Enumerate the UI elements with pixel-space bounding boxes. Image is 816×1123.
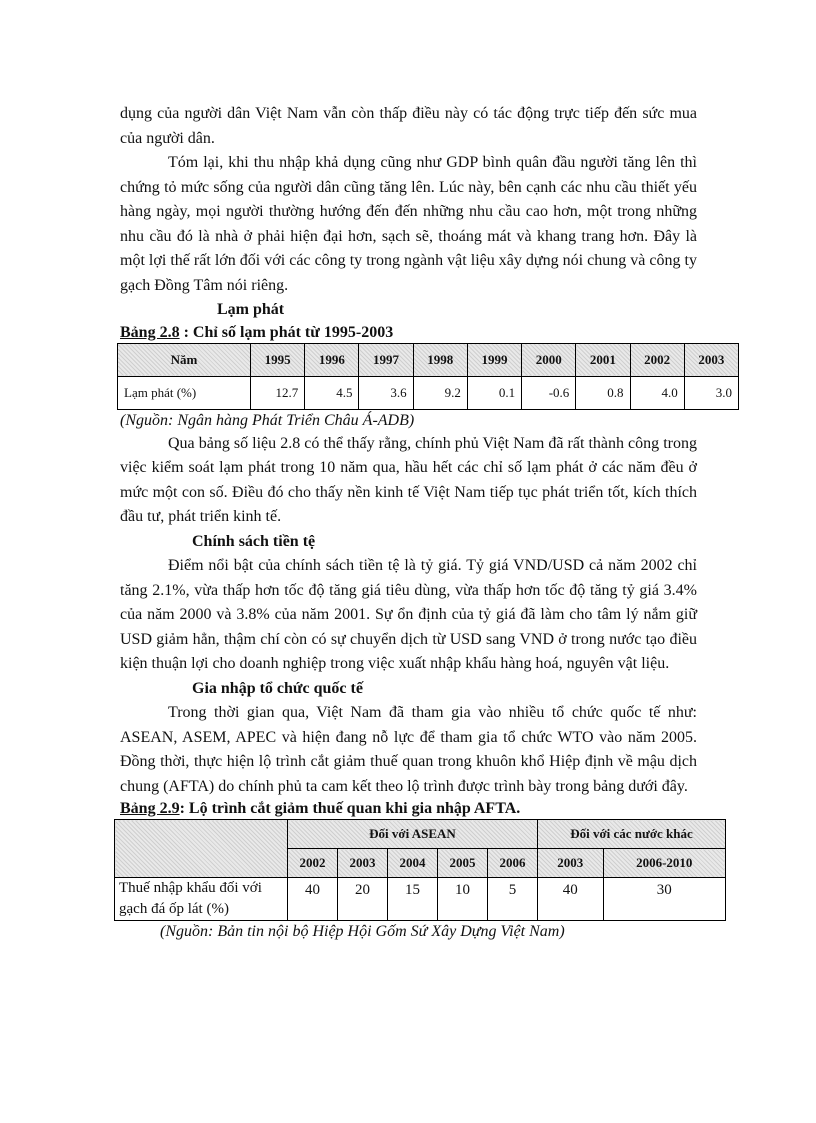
paragraph-1: dụng của người dân Việt Nam vẫn còn thấp điều này có tác động trực tiếp đến sức mua của người dân. — [120, 105, 697, 147]
heading-gia-nhap: Gia nhập tổ chức quốc tế — [192, 679, 363, 697]
paragraph-5: Trong thời gian qua, Việt Nam đã tham gia vào nhiều tổ chức quốc tế như: ASEAN, ASEM, APEC và hiện đang nỗ lực để tham gia tổ chức WTO vào năm 2005. Đồng thời, thực hiện lộ trình cắt giảm thuế quan trong khuôn khổ Hiệp định về mậu dịch chung (AFTA) do chính phủ ta cam kết theo lộ trình được trình bày trong bảng dưới đây. — [120, 704, 697, 795]
year-cell: 2002 — [630, 343, 684, 376]
table-2-9-caption — [120, 799, 697, 819]
tariff-year: 2006-2010 — [603, 849, 725, 878]
tariff-group-asean: Đối với ASEAN — [288, 820, 538, 849]
table-2-8-caption — [120, 323, 697, 343]
year-cell: 1998 — [413, 343, 467, 376]
inflation-value-row — [118, 376, 739, 409]
table-2-8-label: Bảng 2.8 — [120, 323, 180, 341]
paragraph-3: Qua bảng số liệu 2.8 có thể thấy rằng, chính phủ Việt Nam đã rất thành công trong việc kiểm soát lạm phát trong 10 năm qua, hầu hết các chỉ số lạm phát ở các năm đều ở mức một con số. Điều đó cho thấy nền kinh tế Việt Nam tiếp tục phát triển tốt, kích thích đầu tư, phát triển kinh tế. — [120, 434, 697, 525]
year-cell: 1999 — [467, 343, 521, 376]
heading-lam-phat: Lạm phát — [217, 301, 285, 318]
inflation-value: 12.7 — [251, 376, 305, 409]
inflation-value: -0.6 — [522, 376, 576, 409]
tariff-year: 2003 — [338, 849, 388, 878]
inflation-value: 3.6 — [359, 376, 413, 409]
tariff-value: 40 — [538, 878, 604, 921]
tariff-year: 2003 — [538, 849, 604, 878]
year-cell: 2000 — [522, 343, 576, 376]
paragraph-4: Điểm nổi bật của chính sách tiền tệ là tỷ giá. Tỷ giá VND/USD cả năm 2002 chỉ tăng 2.1%, vừa thấp hơn tốc độ tăng giá tiêu dùng, vừa thấp hơn tốc độ tăng tỷ giá 3.4% của năm 2000 và 3.8% của năm 2001. Sự ổn định của tỷ giá đã làm cho tâm lý nắm giữ USD giảm hẳn, thậm chí còn có sự chuyển dịch từ USD sang VND ở trong nước tạo điều kiện thuận lợi cho doanh nghiệp trong việc xuất nhập khẩu hàng hoá, nguyên vật liệu. — [120, 557, 697, 672]
tariff-row-label: Thuế nhập khẩu đối với gạch đá ốp lát (%) — [115, 878, 288, 921]
tariff-value-row — [115, 878, 726, 921]
table-2-8-title: : Chỉ số lạm phát từ 1995-2003 — [179, 323, 394, 341]
inflation-row-label: Lạm phát (%) — [118, 376, 251, 409]
paragraph-2: Tóm lại, khi thu nhập khả dụng cũng như GDP bình quân đầu người tăng lên thì chứng tỏ mức sống của người dân cũng tăng lên. Lúc này, bên cạnh các nhu cầu thiết yếu hàng ngày, mọi người thường hướng đến đến những nhu cầu cao hơn, một trong những nhu cầu đó là nhà ở phải hiện đại hơn, sạch sẽ, thoáng mát và khang trang hơn. Đây là một lợi thế rất lớn đối với các công ty trong ngành vật liệu xây dựng nói chung và công ty gạch Đồng Tâm nói riêng. — [120, 154, 697, 294]
inflation-value: 9.2 — [413, 376, 467, 409]
tariff-year: 2005 — [438, 849, 488, 878]
heading-chinh-sach-tien-te: Chính sách tiền tệ — [192, 532, 316, 550]
tariff-value: 20 — [338, 878, 388, 921]
tariff-table — [114, 819, 726, 921]
inflation-value: 0.1 — [467, 376, 521, 409]
tariff-year: 2004 — [388, 849, 438, 878]
table-2-9-source: (Nguồn: Bản tin nội bộ Hiệp Hội Gốm Sứ Xây Dựng Việt Nam) — [160, 923, 565, 940]
tariff-value: 5 — [488, 878, 538, 921]
inflation-value: 4.0 — [630, 376, 684, 409]
year-cell: 2003 — [684, 343, 738, 376]
year-cell: 2001 — [576, 343, 630, 376]
tariff-year: 2006 — [488, 849, 538, 878]
year-header: Năm — [118, 343, 251, 376]
tariff-value: 40 — [288, 878, 338, 921]
table-2-8-source: (Nguồn: Ngân hàng Phát Triển Châu Á-ADB) — [120, 411, 415, 429]
inflation-value: 4.5 — [305, 376, 359, 409]
year-cell: 1996 — [305, 343, 359, 376]
inflation-table — [117, 343, 739, 410]
tariff-value: 15 — [388, 878, 438, 921]
inflation-value: 0.8 — [576, 376, 630, 409]
tariff-value: 30 — [603, 878, 725, 921]
table-2-9-title: : Lộ trình cắt giảm thuế quan khi gia nhập AFTA. — [179, 800, 521, 817]
tariff-group-row — [115, 820, 726, 849]
inflation-value: 3.0 — [684, 376, 738, 409]
table-2-9-label: Bảng 2.9 — [120, 800, 180, 817]
tariff-blank-header — [115, 820, 288, 878]
year-cell: 1995 — [251, 343, 305, 376]
tariff-year: 2002 — [288, 849, 338, 878]
year-cell: 1997 — [359, 343, 413, 376]
document-page — [119, 102, 732, 943]
inflation-header-row — [118, 343, 739, 376]
tariff-value: 10 — [438, 878, 488, 921]
tariff-group-other: Đối với các nước khác — [538, 820, 726, 849]
